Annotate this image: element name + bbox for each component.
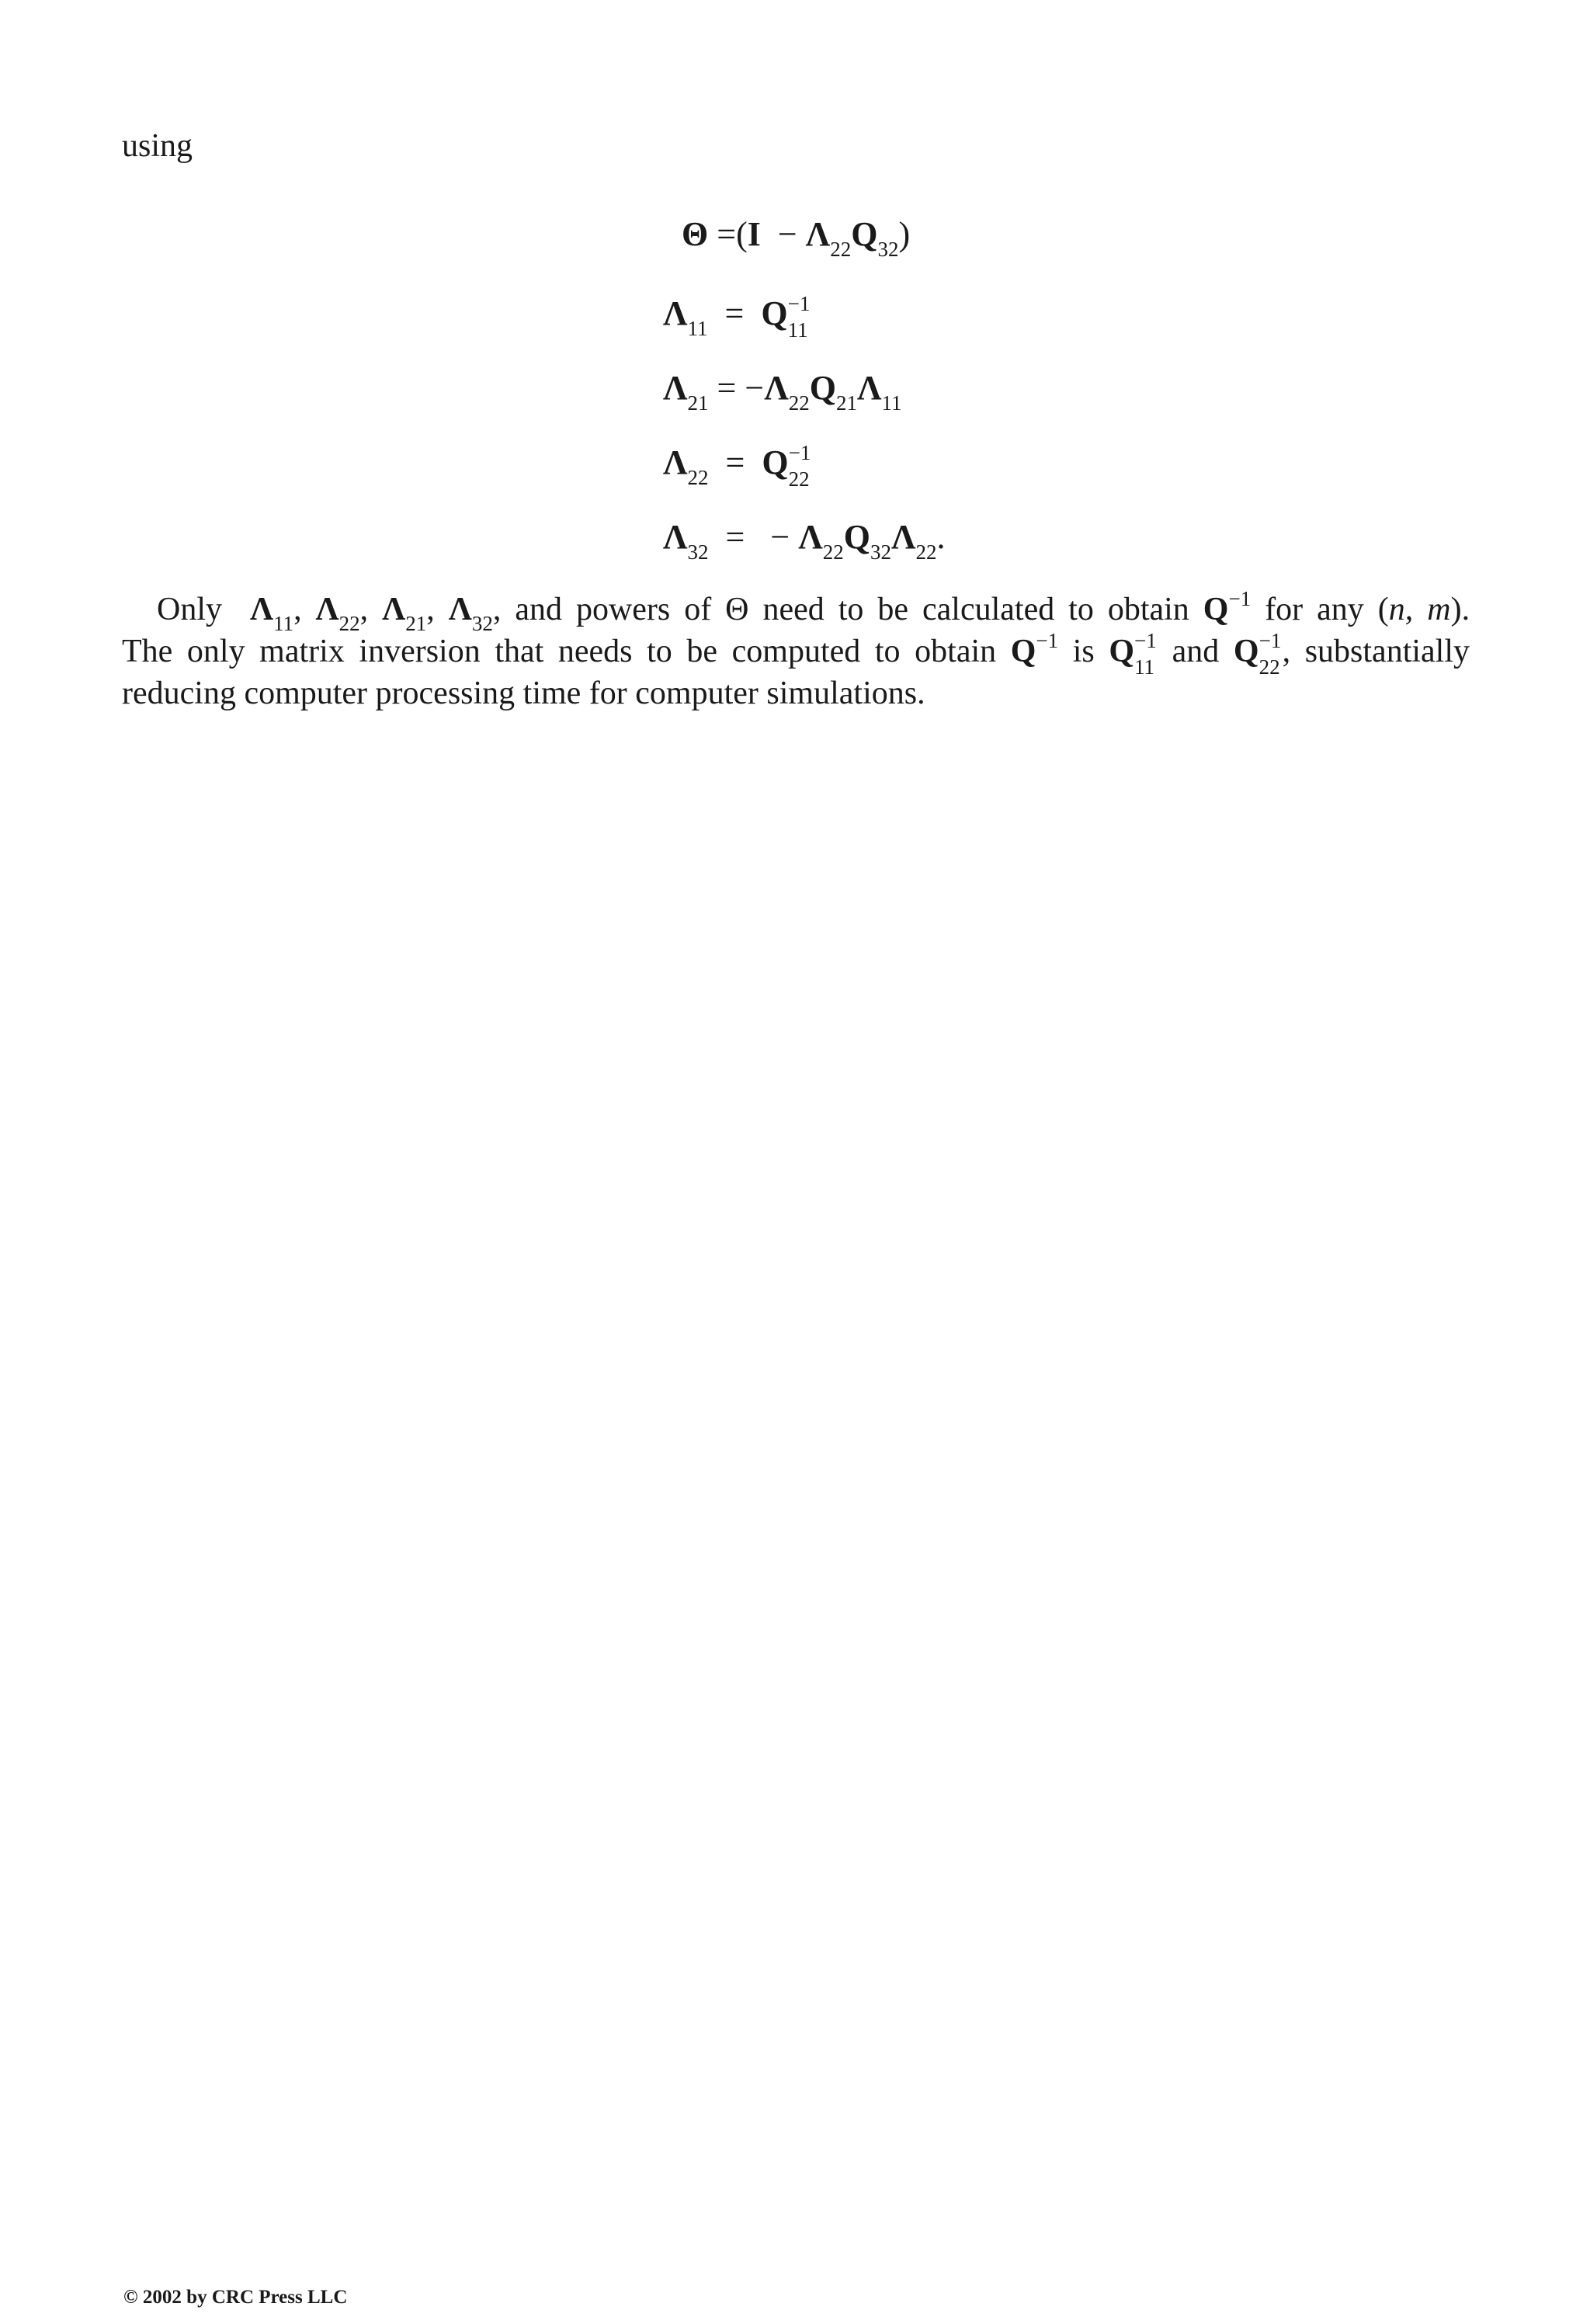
paragraph-line-1: Only $\Lambda_{11}$, $\Lambda_{22}$, $\Lambda_{21}$, $\Lambda_{32}$, and powers of Θ need to be calculated to obtain $Q^{-1}$ for any (n, m). — [157, 587, 1470, 635]
paragraph-line-3: reducing computer processing time for computer simulations. — [122, 676, 925, 711]
equation-lambda-11: $\Lambda_{11} = Q$ −1 11 — [663, 292, 811, 342]
equation-theta: $\Theta =(I - \Lambda_{22}Q_{32})$ — [682, 215, 911, 261]
equation-lambda-22: $\Lambda_{22} = Q$ −1 22 — [663, 441, 811, 491]
body-paragraph — [122, 589, 1470, 714]
intro-word: using — [122, 128, 193, 164]
equation-lambda-32: $\Lambda_{32}$ = − $\Lambda_{22}Q_{32}\Lambda_{22}$. — [663, 518, 946, 564]
equation-lambda-21: $\Lambda_{21} = -\Lambda_{22}Q_{21}\Lambda_{11}$ — [663, 369, 902, 415]
paragraph-line-2: The only matrix inversion that needs to be computed to obtain $Q^{-1}$ is Q −1 11 and Q −1 22 , substantially — [122, 629, 1470, 679]
copyright-footer: © 2002 by CRC Press LLC — [123, 2287, 348, 2308]
